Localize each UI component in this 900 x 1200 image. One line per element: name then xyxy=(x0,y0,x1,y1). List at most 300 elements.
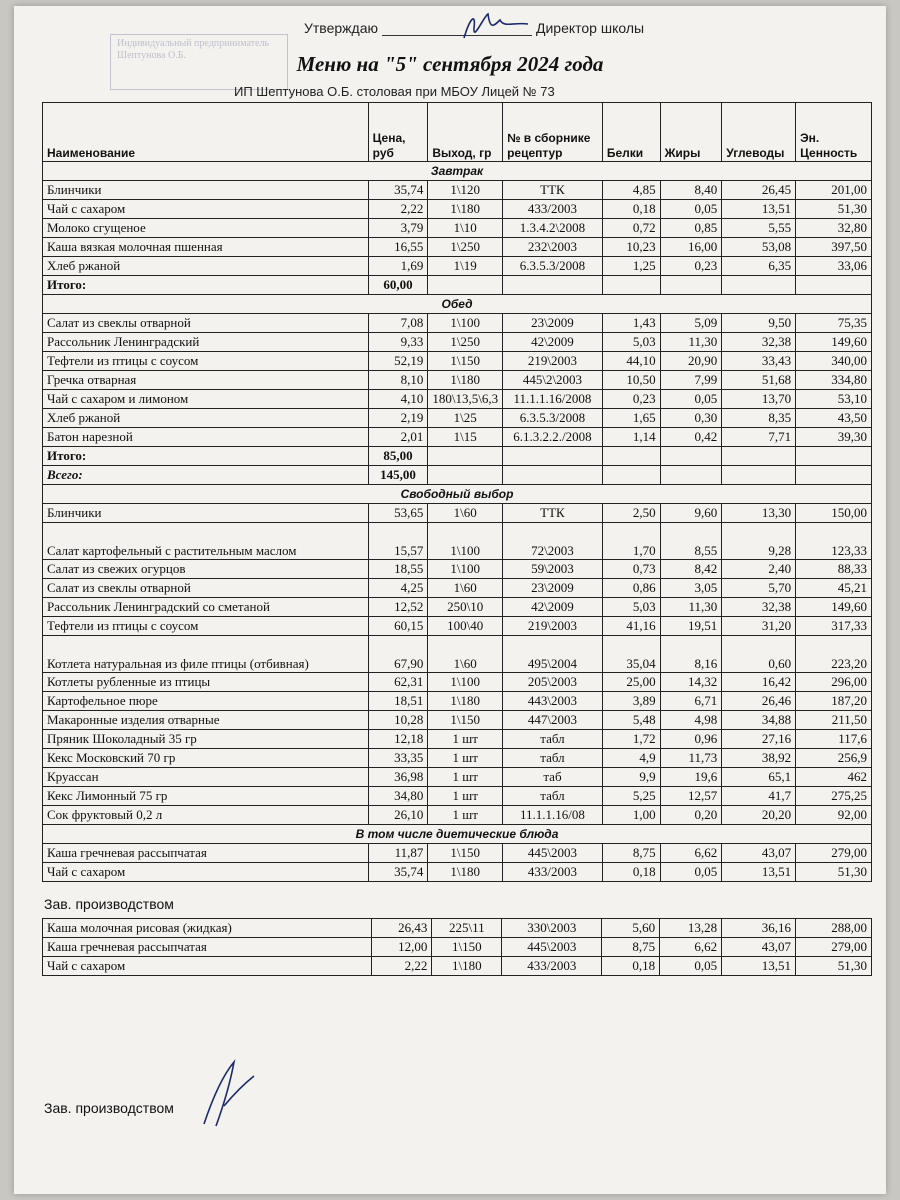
carbs: 20,20 xyxy=(722,806,796,825)
price: 18,55 xyxy=(368,560,428,579)
carbs: 13,51 xyxy=(722,200,796,219)
price: 15,57 xyxy=(368,523,428,560)
energy: 279,00 xyxy=(796,844,872,863)
yield: 100\40 xyxy=(428,617,503,636)
section-row xyxy=(43,825,872,844)
item-name: Макаронные изделия отварные xyxy=(43,711,369,730)
table-row xyxy=(43,219,872,238)
carbs: 34,88 xyxy=(722,711,796,730)
fat: 12,57 xyxy=(660,787,722,806)
production-label: Зав. производством xyxy=(44,1100,174,1116)
yield: 1\19 xyxy=(428,257,503,276)
fat: 11,30 xyxy=(660,333,722,352)
protein: 1,14 xyxy=(602,428,660,447)
yield: 1\100 xyxy=(428,560,503,579)
empty-cell xyxy=(722,447,796,466)
item-name: Рассольник Ленинградский со сметаной xyxy=(43,598,369,617)
protein: 1,70 xyxy=(602,523,660,560)
item-name: Салат картофельный с растительным маслом xyxy=(43,523,369,560)
protein: 0,72 xyxy=(602,219,660,238)
item-name: Каша вязкая молочная пшенная xyxy=(43,238,369,257)
price: 62,31 xyxy=(368,673,428,692)
price: 12,18 xyxy=(368,730,428,749)
item-name: Салат из свеклы отварной xyxy=(43,579,369,598)
table-row xyxy=(43,238,872,257)
table-row xyxy=(43,787,872,806)
recipe-number: 23\2009 xyxy=(503,314,603,333)
table-row xyxy=(43,711,872,730)
energy: 39,30 xyxy=(796,428,872,447)
recipe-number: 330\2003 xyxy=(502,919,602,938)
table-row xyxy=(43,749,872,768)
recipe-number: 42\2009 xyxy=(503,598,603,617)
recipe-number: 1.3.4.2\2008 xyxy=(503,219,603,238)
item-name: Сок фруктовый 0,2 л xyxy=(43,806,369,825)
fat: 8,16 xyxy=(660,636,722,673)
recipe-number: 447\2003 xyxy=(503,711,603,730)
protein: 3,89 xyxy=(602,692,660,711)
recipe-number: 11.1.1.16/08 xyxy=(503,806,603,825)
yield: 1\120 xyxy=(428,181,503,200)
col-protein: Белки xyxy=(602,103,660,162)
empty-cell xyxy=(796,447,872,466)
energy: 462 xyxy=(796,768,872,787)
price: 35,74 xyxy=(368,863,428,882)
table-row xyxy=(43,523,872,560)
total-value: 85,00 xyxy=(368,447,428,466)
energy: 32,80 xyxy=(796,219,872,238)
price: 9,33 xyxy=(368,333,428,352)
price: 8,10 xyxy=(368,371,428,390)
protein: 8,75 xyxy=(602,938,660,957)
protein: 25,00 xyxy=(602,673,660,692)
energy: 397,50 xyxy=(796,238,872,257)
director-label: Директор школы xyxy=(535,20,645,36)
protein: 0,23 xyxy=(602,390,660,409)
protein: 9,9 xyxy=(602,768,660,787)
fat: 7,99 xyxy=(660,371,722,390)
energy: 211,50 xyxy=(796,711,872,730)
yield: 1\10 xyxy=(428,219,503,238)
total-value: 60,00 xyxy=(368,276,428,295)
carbs: 6,35 xyxy=(722,257,796,276)
header-row xyxy=(43,103,872,162)
table-row xyxy=(43,673,872,692)
yield: 1 шт xyxy=(428,730,503,749)
empty-cell xyxy=(503,466,603,485)
energy: 33,06 xyxy=(796,257,872,276)
protein: 4,85 xyxy=(602,181,660,200)
energy: 279,00 xyxy=(796,938,872,957)
yield: 1 шт xyxy=(428,768,503,787)
yield: 1\150 xyxy=(428,844,503,863)
carbs: 5,55 xyxy=(722,219,796,238)
carbs: 7,71 xyxy=(722,428,796,447)
item-name: Салат из свежих огурцов xyxy=(43,560,369,579)
energy: 201,00 xyxy=(796,181,872,200)
carbs: 8,35 xyxy=(722,409,796,428)
item-name: Кекс Лимонный 75 гр xyxy=(43,787,369,806)
table-row xyxy=(43,181,872,200)
fat: 8,55 xyxy=(660,523,722,560)
price: 26,10 xyxy=(368,806,428,825)
yield: 1\180 xyxy=(428,863,503,882)
fat: 4,98 xyxy=(660,711,722,730)
item-name: Котлеты рубленные из птицы xyxy=(43,673,369,692)
protein: 41,16 xyxy=(602,617,660,636)
energy: 117,6 xyxy=(796,730,872,749)
fat: 0,05 xyxy=(660,200,722,219)
fat: 3,05 xyxy=(660,579,722,598)
empty-cell xyxy=(796,276,872,295)
item-name: Молоко сгущеное xyxy=(43,219,369,238)
carbs: 65,1 xyxy=(722,768,796,787)
empty-cell xyxy=(503,276,603,295)
fat: 0,20 xyxy=(660,806,722,825)
fat: 13,28 xyxy=(660,919,722,938)
carbs: 43,07 xyxy=(722,938,796,957)
item-name: Каша гречневая рассыпчатая xyxy=(43,938,372,957)
fat: 20,90 xyxy=(660,352,722,371)
recipe-number: 72\2003 xyxy=(503,523,603,560)
item-name: Пряник Шоколадный 35 гр xyxy=(43,730,369,749)
carbs: 13,30 xyxy=(722,504,796,523)
recipe-number: ТТК xyxy=(503,504,603,523)
protein: 1,72 xyxy=(602,730,660,749)
empty-cell xyxy=(660,447,722,466)
recipe-number: 11.1.1.16/2008 xyxy=(503,390,603,409)
table-row xyxy=(43,806,872,825)
yield: 1 шт xyxy=(428,806,503,825)
fat: 11,30 xyxy=(660,598,722,617)
protein: 0,18 xyxy=(602,957,660,976)
yield: 1\15 xyxy=(428,428,503,447)
empty-cell xyxy=(503,447,603,466)
fat: 6,71 xyxy=(660,692,722,711)
recipe-number: табл xyxy=(503,749,603,768)
recipe-number: 443\2003 xyxy=(503,692,603,711)
approve-label: Утверждаю xyxy=(304,20,378,36)
carbs: 2,40 xyxy=(722,560,796,579)
item-name: Батон нарезной xyxy=(43,428,369,447)
table-row xyxy=(43,560,872,579)
col-yield: Выход, гр xyxy=(428,103,503,162)
protein: 5,03 xyxy=(602,598,660,617)
recipe-number: 433/2003 xyxy=(503,863,603,882)
carbs: 32,38 xyxy=(722,333,796,352)
total-row xyxy=(43,466,872,485)
energy: 45,21 xyxy=(796,579,872,598)
item-name: Тефтели из птицы с соусом xyxy=(43,352,369,371)
price: 7,08 xyxy=(368,314,428,333)
table-row xyxy=(43,200,872,219)
price: 2,19 xyxy=(368,409,428,428)
empty-cell xyxy=(722,466,796,485)
fat: 9,60 xyxy=(660,504,722,523)
total-label: Итого: xyxy=(43,276,369,295)
recipe-number: ТТК xyxy=(503,181,603,200)
total-value: 145,00 xyxy=(368,466,428,485)
table-row xyxy=(43,504,872,523)
protein: 44,10 xyxy=(602,352,660,371)
total-label: Итого: xyxy=(43,447,369,466)
price: 2,22 xyxy=(368,200,428,219)
section-title: Обед xyxy=(43,295,872,314)
recipe-number: 433/2003 xyxy=(502,957,602,976)
production-signature xyxy=(194,1054,264,1134)
price: 3,79 xyxy=(368,219,428,238)
energy: 88,33 xyxy=(796,560,872,579)
protein: 0,18 xyxy=(602,200,660,219)
energy: 51,30 xyxy=(796,863,872,882)
recipe-number: 232\2003 xyxy=(503,238,603,257)
carbs: 9,28 xyxy=(722,523,796,560)
item-name: Блинчики xyxy=(43,504,369,523)
carbs: 13,51 xyxy=(722,863,796,882)
yield: 1 шт xyxy=(428,749,503,768)
table-row xyxy=(43,428,872,447)
yield: 1\180 xyxy=(432,957,502,976)
page-subtitle: ИП Шептунова О.Б. столовая при МБОУ Лицей № 73 xyxy=(234,84,555,99)
item-name: Каша молочная рисовая (жидкая) xyxy=(43,919,372,938)
col-name: Наименование xyxy=(43,103,369,162)
table-row xyxy=(43,957,872,976)
protein: 1,25 xyxy=(602,257,660,276)
item-name: Тефтели из птицы с соусом xyxy=(43,617,369,636)
empty-cell xyxy=(660,466,722,485)
protein: 0,86 xyxy=(602,579,660,598)
price: 16,55 xyxy=(368,238,428,257)
fat: 8,42 xyxy=(660,560,722,579)
carbs: 53,08 xyxy=(722,238,796,257)
recipe-number: 23\2009 xyxy=(503,579,603,598)
fat: 0,05 xyxy=(660,957,722,976)
protein: 2,50 xyxy=(602,504,660,523)
item-name: Чай с сахаром и лимоном xyxy=(43,390,369,409)
director-signature xyxy=(444,8,534,48)
yield: 1\180 xyxy=(428,692,503,711)
yield: 1\100 xyxy=(428,673,503,692)
carbs: 13,70 xyxy=(722,390,796,409)
yield: 1\60 xyxy=(428,579,503,598)
recipe-number: 205\2003 xyxy=(503,673,603,692)
price: 53,65 xyxy=(368,504,428,523)
item-name: Салат из свеклы отварной xyxy=(43,314,369,333)
empty-cell xyxy=(428,447,503,466)
item-name: Рассольник Ленинградский xyxy=(43,333,369,352)
energy: 53,10 xyxy=(796,390,872,409)
fat: 0,30 xyxy=(660,409,722,428)
empty-cell xyxy=(428,466,503,485)
price: 4,10 xyxy=(368,390,428,409)
protein: 1,43 xyxy=(602,314,660,333)
energy: 275,25 xyxy=(796,787,872,806)
price: 33,35 xyxy=(368,749,428,768)
stamp-line-1: Индивидуальный предприниматель xyxy=(117,38,269,49)
energy: 149,60 xyxy=(796,598,872,617)
yield: 1\60 xyxy=(428,504,503,523)
energy: 149,60 xyxy=(796,333,872,352)
energy: 317,33 xyxy=(796,617,872,636)
energy: 75,35 xyxy=(796,314,872,333)
col-price: Цена, руб xyxy=(368,103,428,162)
yield: 1\180 xyxy=(428,200,503,219)
energy: 150,00 xyxy=(796,504,872,523)
carbs: 27,16 xyxy=(722,730,796,749)
protein: 1,00 xyxy=(602,806,660,825)
fat: 0,96 xyxy=(660,730,722,749)
price: 12,52 xyxy=(368,598,428,617)
section-row xyxy=(43,162,872,181)
col-energy: Эн. Ценность xyxy=(796,103,872,162)
item-name: Кекс Московский 70 гр xyxy=(43,749,369,768)
item-name: Круассан xyxy=(43,768,369,787)
table-row xyxy=(43,579,872,598)
table-row xyxy=(43,409,872,428)
recipe-number: 445\2003 xyxy=(503,844,603,863)
energy: 288,00 xyxy=(796,919,872,938)
item-name: Хлеб ржаной xyxy=(43,409,369,428)
price: 11,87 xyxy=(368,844,428,863)
fat: 0,23 xyxy=(660,257,722,276)
yield: 1\60 xyxy=(428,636,503,673)
protein: 0,18 xyxy=(602,863,660,882)
yield: 1 шт xyxy=(428,787,503,806)
item-name: Чай с сахаром xyxy=(43,863,369,882)
col-carbs: Углеводы xyxy=(722,103,796,162)
energy: 296,00 xyxy=(796,673,872,692)
carbs: 32,38 xyxy=(722,598,796,617)
yield: 1\150 xyxy=(428,352,503,371)
fat: 6,62 xyxy=(660,844,722,863)
table-row xyxy=(43,844,872,863)
fat: 0,85 xyxy=(660,219,722,238)
price: 10,28 xyxy=(368,711,428,730)
total-row xyxy=(43,276,872,295)
energy: 334,80 xyxy=(796,371,872,390)
fat: 8,40 xyxy=(660,181,722,200)
energy: 223,20 xyxy=(796,636,872,673)
recipe-number: табл xyxy=(503,730,603,749)
table-row xyxy=(43,314,872,333)
price: 1,69 xyxy=(368,257,428,276)
table-row xyxy=(43,617,872,636)
table-row xyxy=(43,371,872,390)
stamp-line-2: Шептунова О.Б. xyxy=(117,50,186,61)
carbs: 5,70 xyxy=(722,579,796,598)
fat: 14,32 xyxy=(660,673,722,692)
total-row xyxy=(43,447,872,466)
table-row xyxy=(43,257,872,276)
item-name: Хлеб ржаной xyxy=(43,257,369,276)
recipe-number: 495\2004 xyxy=(503,636,603,673)
table-row xyxy=(43,352,872,371)
energy: 92,00 xyxy=(796,806,872,825)
recipe-number: 42\2009 xyxy=(503,333,603,352)
carbs: 31,20 xyxy=(722,617,796,636)
yield: 250\10 xyxy=(428,598,503,617)
extra-table xyxy=(42,918,872,976)
table-row xyxy=(43,938,872,957)
carbs: 33,43 xyxy=(722,352,796,371)
carbs: 26,45 xyxy=(722,181,796,200)
fat: 19,51 xyxy=(660,617,722,636)
price: 18,51 xyxy=(368,692,428,711)
protein: 1,65 xyxy=(602,409,660,428)
price: 35,74 xyxy=(368,181,428,200)
item-name: Гречка отварная xyxy=(43,371,369,390)
empty-cell xyxy=(428,276,503,295)
table-row xyxy=(43,333,872,352)
col-fat: Жиры xyxy=(660,103,722,162)
protein: 35,04 xyxy=(602,636,660,673)
price: 12,00 xyxy=(372,938,432,957)
price: 52,19 xyxy=(368,352,428,371)
carbs: 13,51 xyxy=(722,957,796,976)
price: 34,80 xyxy=(368,787,428,806)
empty-cell xyxy=(660,276,722,295)
production-label: Зав. производством xyxy=(44,896,174,912)
section-title: В том числе диетические блюда xyxy=(43,825,872,844)
recipe-number: 445\2\2003 xyxy=(503,371,603,390)
yield: 1\150 xyxy=(428,711,503,730)
carbs: 9,50 xyxy=(722,314,796,333)
yield: 1\180 xyxy=(428,371,503,390)
item-name: Котлета натуральная из филе птицы (отбивная) xyxy=(43,636,369,673)
protein: 5,25 xyxy=(602,787,660,806)
fat: 19,6 xyxy=(660,768,722,787)
protein: 8,75 xyxy=(602,844,660,863)
price: 36,98 xyxy=(368,768,428,787)
yield: 225\11 xyxy=(432,919,502,938)
col-recipe: № в сборнике рецептур xyxy=(503,103,603,162)
empty-cell xyxy=(602,466,660,485)
price: 26,43 xyxy=(372,919,432,938)
energy: 256,9 xyxy=(796,749,872,768)
recipe-number: 433/2003 xyxy=(503,200,603,219)
item-name: Картофельное пюре xyxy=(43,692,369,711)
page-title: Меню на "5" сентября 2024 года xyxy=(296,52,604,76)
recipe-number: табл xyxy=(503,787,603,806)
energy: 123,33 xyxy=(796,523,872,560)
fat: 6,62 xyxy=(660,938,722,957)
price: 60,15 xyxy=(368,617,428,636)
carbs: 51,68 xyxy=(722,371,796,390)
carbs: 41,7 xyxy=(722,787,796,806)
item-name: Чай с сахаром xyxy=(43,200,369,219)
energy: 43,50 xyxy=(796,409,872,428)
price: 2,22 xyxy=(372,957,432,976)
recipe-number: 219\2003 xyxy=(503,352,603,371)
total-label: Всего: xyxy=(43,466,369,485)
recipe-number: 59\2003 xyxy=(503,560,603,579)
empty-cell xyxy=(602,276,660,295)
fat: 5,09 xyxy=(660,314,722,333)
price: 2,01 xyxy=(368,428,428,447)
protein: 5,03 xyxy=(602,333,660,352)
price: 67,90 xyxy=(368,636,428,673)
empty-cell xyxy=(796,466,872,485)
protein: 0,73 xyxy=(602,560,660,579)
price: 4,25 xyxy=(368,579,428,598)
carbs: 38,92 xyxy=(722,749,796,768)
section-row xyxy=(43,485,872,504)
carbs: 36,16 xyxy=(722,919,796,938)
fat: 0,42 xyxy=(660,428,722,447)
item-name: Чай с сахаром xyxy=(43,957,372,976)
protein: 5,60 xyxy=(602,919,660,938)
yield: 1\250 xyxy=(428,333,503,352)
